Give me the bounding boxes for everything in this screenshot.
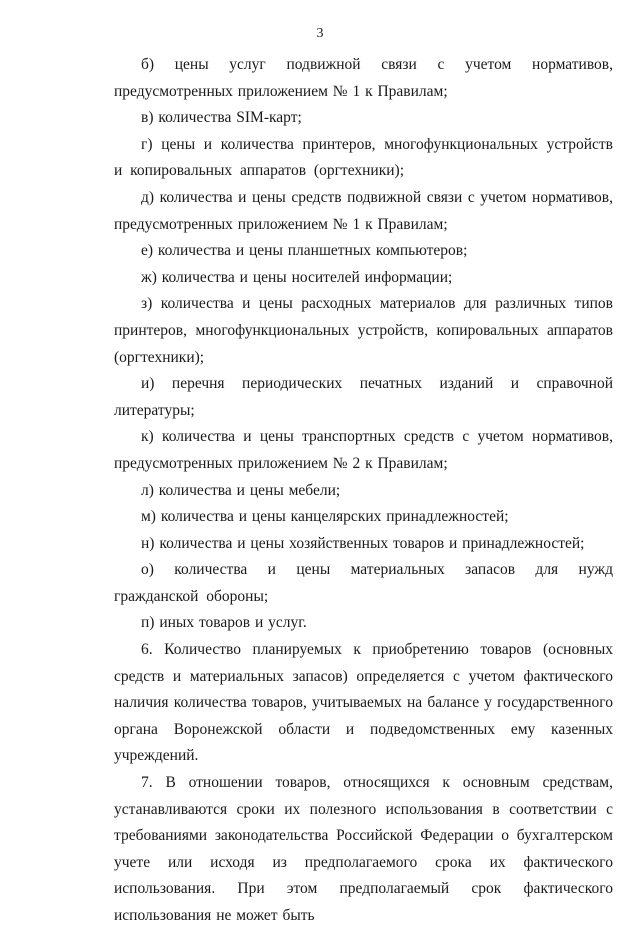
list-item-m: м) количества и цены канцелярских принадлежностей; bbox=[141, 508, 509, 526]
page-number: 3 bbox=[316, 26, 324, 41]
list-item-i: и) перечня периодических печатных изданий и справочной литературы; bbox=[114, 375, 613, 419]
list-item-k: к) количества и цены транспортных средств с учетом нормативов, предусмотренных приложением № 2 к Правилам; bbox=[114, 428, 613, 472]
list-item-p: п) иных товаров и услуг. bbox=[141, 614, 307, 632]
list-item-n: н) количества и цены хозяйственных товаров и принадлежностей; bbox=[141, 534, 585, 552]
list-item-l: л) количества и цены мебели; bbox=[141, 481, 341, 499]
list-item-b: б) цены услуг подвижной связи с учетом нормативов, предусмотренных приложением № 1 к Правилам; bbox=[114, 56, 613, 100]
clause-6: 6. Количество планируемых к приобретению товаров (основных средств и материальных запасов) определяется с учетом фактического наличия количества товаров, учитываемых на балансе у государственного органа Воронежской области и подведомственных ему казенных учреждений. bbox=[114, 641, 613, 765]
list-item-v: в) количества SIM-карт; bbox=[141, 109, 302, 127]
list-item-e: е) количества и цены планшетных компьютеров; bbox=[141, 242, 468, 260]
list-item-o: о) количества и цены материальных запасов для нужд гражданской обороны; bbox=[114, 561, 613, 605]
list-item-d: д) количества и цены средств подвижной связи с учетом нормативов, предусмотренных приложением № 1 к Правилам; bbox=[114, 188, 613, 233]
list-item-z: з) количества и цены расходных материалов для различных типов принтеров, многофункциональных устройств, копировальных аппаратов (оргтехники); bbox=[114, 295, 613, 366]
list-item-zh: ж) количества и цены носителей информации; bbox=[141, 268, 453, 286]
list-item-g: г) цены и количества принтеров, многофункциональных устройств и копировальных аппаратов (оргтехники); bbox=[114, 135, 613, 180]
clause-7: 7. В отношении товаров, относящихся к основным средствам, устанавливаются сроки их полезного использования в соответствии с требованиями законодательства Российской Федерации о бухгалтерском учете или исходя из предполагаемого срока их фактического использования. При этом предполагаемый срок фактического использования не может быть bbox=[114, 774, 613, 924]
document-body bbox=[114, 52, 613, 930]
